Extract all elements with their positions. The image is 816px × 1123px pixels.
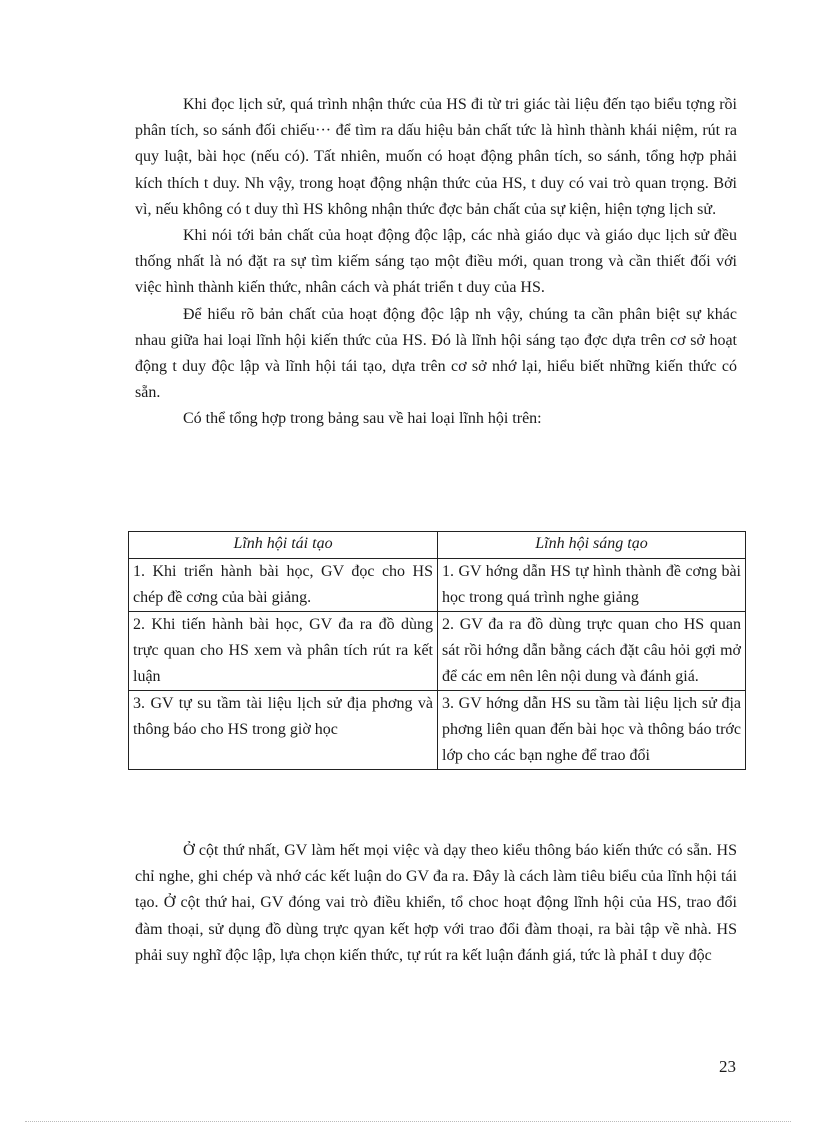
paragraph-2: Khi nói tới bản chất của hoạt động độc lập, các nhà giáo dục và giáo dục lịch sử đều thống nhất là nó đặt ra sự tìm kiếm sáng tạo một điều mới, quan trong và cần thiết đối với việc hình thành kiến thức, nhân cách và phát triển t duy của HS. [135,227,737,297]
table-cell: 1. GV hớng dẫn HS tự hình thành đề cơng bài học trong quá trình nghe giảng [438,559,746,612]
paragraph-3: Để hiểu rõ bản chất của hoạt động độc lập nh vậy, chúng ta cần phân biệt sự khác nhau giữa hai loại lĩnh hội kiến thức của HS. Đó là lĩnh hội sáng tạo đợc dựa trên cơ sở hoạt động t duy độc lập và lĩnh hội tái tạo, dựa trên cơ sở nhớ lại, hiểu biết những kiến thức có sẵn. [135,305,737,402]
table-header-creative: Lĩnh hội sáng tạo [438,532,746,559]
table-cell: 2. Khi tiến hành bài học, GV đa ra đồ dùng trực quan cho HS xem và phân tích rút ra kết luận [129,612,438,691]
comparison-table [128,531,746,770]
page-number: 23 [719,1057,736,1076]
table-header-reproductive: Lĩnh hội tái tạo [129,532,438,559]
table-row [129,691,746,770]
body-text-bottom [135,838,737,969]
table-cell: 1. Khi triển hành bài học, GV đọc cho HS chép đề cơng của bài giảng. [129,559,438,612]
table-cell: 3. GV tự su tầm tài liệu lịch sử địa phơng và thông báo cho HS trong giờ học [129,691,438,770]
paragraph-5: Ở cột thứ nhất, GV làm hết mọi việc và dạy theo kiểu thông báo kiến thức có sẵn. HS chỉ nghe, ghi chép và nhớ các kết luận do GV đa ra. Đây là cách làm tiêu biểu của lĩnh hội tái tạo. Ở cột thứ hai, GV đóng vai trò điều khiển, tổ choc hoạt động lĩnh hội của HS, trao đổi đàm thoại, sử dụng đồ dùng trực qyan kết hợp với trao đổi đàm thoại, ra bài tập về nhà. HS phải suy nghĩ độc lập, lựa chọn kiến thức, tự rút ra kết luận đánh giá, tức là phảI t duy độc [135,842,737,964]
table-cell: 2. GV đa ra đồ dùng trực quan cho HS quan sát rồi hớng dẫn bằng cách đặt câu hỏi gợi mở để các em nên lên nội dung và đánh giá. [438,612,746,691]
table-header-row [129,532,746,559]
body-text-top [135,92,737,433]
table-row [129,559,746,612]
table-row [129,612,746,691]
page-bottom-divider [25,1121,791,1122]
table-cell: 3. GV hớng dẫn HS su tầm tài liệu lịch sử địa phơng liên quan đến bài học và thông báo trớc lớp cho các bạn nghe để trao đổi [438,691,746,770]
paragraph-4: Có thể tổng hợp trong bảng sau về hai loại lĩnh hội trên: [183,410,542,428]
paragraph-1: Khi đọc lịch sử, quá trình nhận thức của HS đi từ tri giác tài liệu đến tạo biểu tợng rồi phân tích, so sánh đối chiếu··· để tìm ra dấu hiệu bản chất tức là hình thành khái niệm, rút ra quy luật, bài học (nếu có). Tất nhiên, muốn có hoạt động phân tích, so sánh, tổng hợp phải kích thích t duy. Nh vậy, trong hoạt động nhận thức của HS, t duy có vai trò quan trọng. Bởi vì, nếu không có t duy thì HS không nhận thức đợc bản chất của sự kiện, hiện tợng lịch sử. [135,96,737,218]
